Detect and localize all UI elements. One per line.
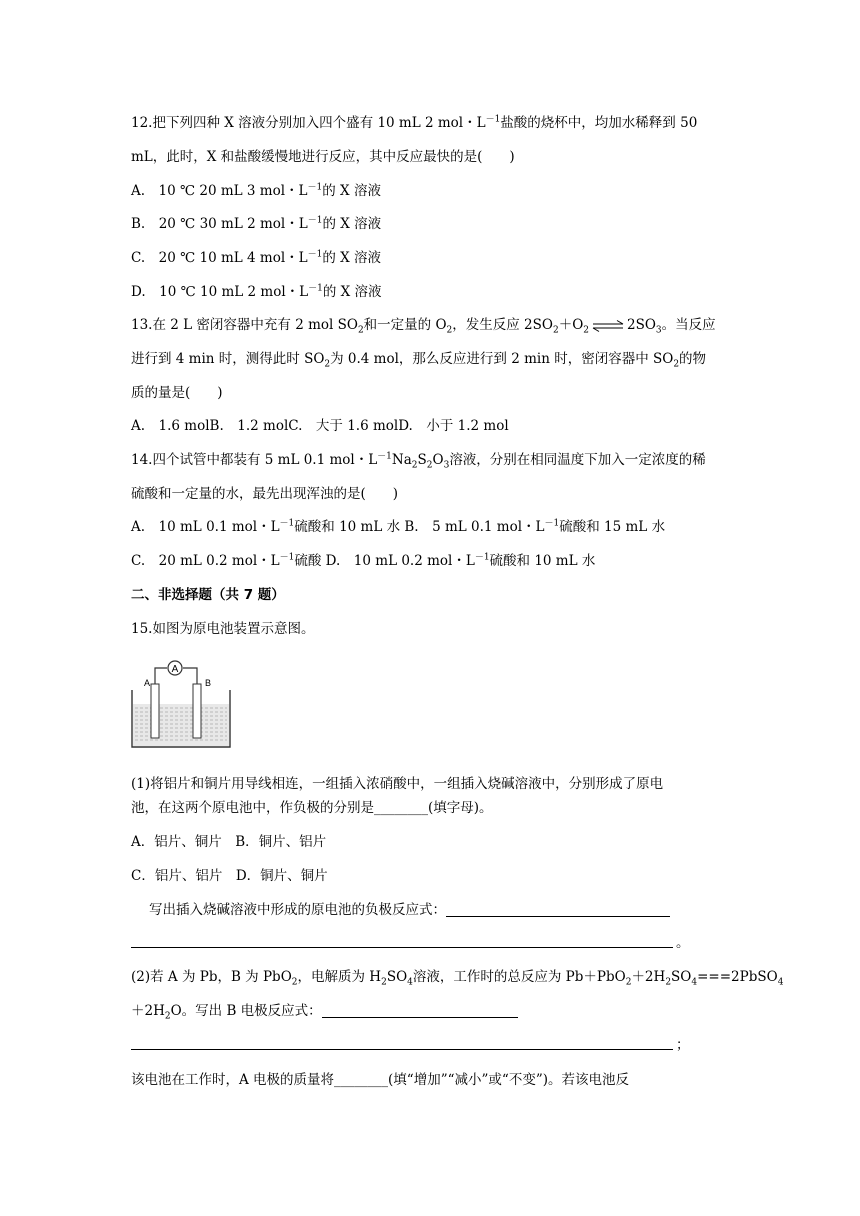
q12-option-b: B. 20 ℃ 30 mL 2 mol・$L^{-1}$的 X 溶液 — [131, 215, 382, 232]
q14-options-ab: A. 10 mL 0.1 mol・$L^{-1}$硫酸和 10 mL 水 B. 5 mL 0.1 mol・$L^{-1}$硫酸和 15 mL 水 — [131, 518, 666, 535]
electrode-b — [193, 684, 201, 738]
section-heading: 二、非选择题（共 7 题） — [131, 587, 285, 603]
answer-line[interactable] — [131, 1049, 673, 1050]
q12-option-d: D. 10 ℃ 10 mL 2 mol・$L^{-1}$的 X 溶液 — [131, 283, 382, 300]
q12-line1: 12.把下列四种 X 溶液分别加入四个盛有 10 mL 2 mol・$L^{-1}$盐酸的烧杯中，均加水稀释到 50 — [131, 114, 698, 131]
q13-line1: 13.在 2 L 密闭容器中充有 2 mol $SO_2$和一定量的 $O_2$，发生反应 $2SO_2+O_2$ $2SO_3$。当反应 — [131, 317, 716, 336]
electrode-label-b: B — [205, 678, 212, 688]
answer-blank[interactable] — [446, 902, 670, 917]
electrode-a — [151, 684, 159, 738]
q15-write-negative-electrode: 写出插入烧碱溶液中形成的原电池的负极反应式： — [149, 901, 670, 919]
svg-text:A: A — [171, 664, 179, 675]
equilibrium-arrow-icon — [591, 320, 625, 332]
q15-part1-line1: (1)将铝片和铜片用导线相连，一组插入浓硝酸中，一组插入烧碱溶液中，分别形成了原电 — [131, 776, 664, 792]
q15-part2-line3: 该电池在工作时，A 电极的质量将________(填“增加”“减小”或“不变”)。若该电池反 — [131, 1072, 629, 1088]
q12-option-a: A. 10 ℃ 20 mL 3 mol・$L^{-1}$的 X 溶液 — [131, 182, 381, 199]
q14-line1: 14.四个试管中都装有 5 mL 0.1 mol・$L^{-1}Na_2S_2O_3$溶液，分别在相同温度下加入一定浓度的稀 — [131, 451, 706, 471]
q15-part1-options-ab: A．铝片、铜片 B．铜片、铝片 — [131, 834, 327, 850]
q13-line2: 进行到 4 min 时，测得此时 $SO_2$为 0.4 mol，那么反应进行到 2 min 时，密闭容器中 $SO_2$的物 — [131, 351, 707, 370]
answer-blank[interactable] — [322, 1003, 518, 1018]
answer-line-end: 。 — [676, 935, 690, 951]
q15-part2-line1: (2)若 A 为 Pb，B 为 PbO$_2$，电解质为 $H_2SO_4$溶液，工作时的总反应为 $Pb+PbO_2+2H_2SO_4===2PbSO_4$ — [131, 969, 784, 988]
q13-options: A. 1.6 molB. 1.2 molC. 大于 1.6 molD. 小于 1.2 mol — [131, 418, 509, 434]
electrode-label-a: A — [144, 678, 151, 688]
q12-line2: mL，此时，X 和盐酸缓慢地进行反应，其中反应最快的是( ) — [131, 149, 515, 165]
q13-line3: 质的量是( ) — [131, 385, 223, 401]
q15-part2-line2: $+2H_2O$。写出 B 电极反应式： — [131, 1002, 518, 1020]
q15-intro: 15.如图为原电池装置示意图。 — [131, 621, 315, 637]
answer-line-end: ； — [676, 1037, 690, 1053]
q12-option-c: C. 20 ℃ 10 mL 4 mol・$L^{-1}$的 X 溶液 — [131, 249, 382, 266]
q15-part1-line2: 池，在这两个原电池中，作负极的分别是________(填字母)。 — [131, 800, 493, 816]
q15-part1-options-cd: C．铝片、铝片 D．铜片、铜片 — [131, 868, 328, 884]
q14-line2: 硫酸和一定量的水，最先出现浑浊的是( ) — [131, 486, 399, 502]
q14-options-cd: C. 20 mL 0.2 mol・$L^{-1}$硫酸 D. 10 mL 0.2 mol・$L^{-1}$硫酸和 10 mL 水 — [131, 552, 596, 569]
answer-line[interactable] — [131, 947, 673, 948]
galvanic-cell-figure — [131, 654, 231, 750]
